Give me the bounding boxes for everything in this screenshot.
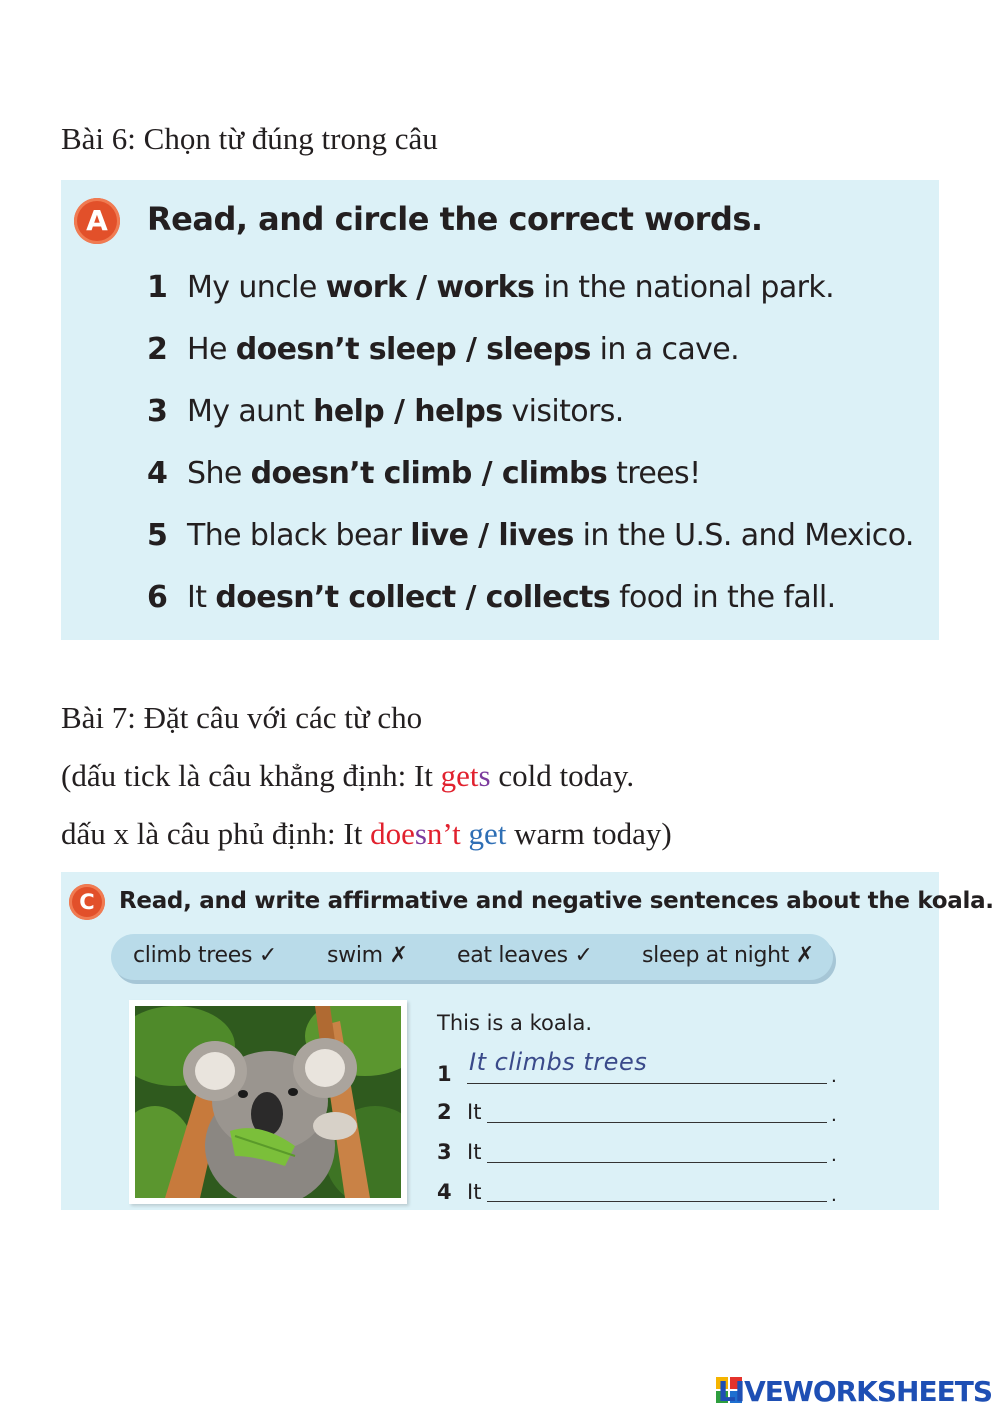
exercise-6-heading: Bài 6: Chọn từ đúng trong câu xyxy=(61,121,438,156)
sentence-2 xyxy=(147,332,739,367)
prompt-swim: swim ✗ xyxy=(327,943,408,968)
prompt-climb-trees: climb trees ✓ xyxy=(133,943,277,968)
line-number: 4 xyxy=(437,1180,452,1204)
line-start: It xyxy=(467,1100,482,1124)
answer-blank-3[interactable] xyxy=(487,1162,827,1163)
note-negation: n’t xyxy=(426,816,461,851)
note-suffix: s xyxy=(478,758,491,793)
line-start: It xyxy=(467,1140,482,1164)
sentence-number: 3 xyxy=(147,394,168,429)
answer-line-4 xyxy=(437,1180,481,1204)
koala-intro: This is a koala. xyxy=(437,1011,593,1035)
sentence-text: in a cave. xyxy=(590,332,740,367)
sentence-1 xyxy=(147,270,834,305)
sentence-text: He xyxy=(187,332,236,367)
sentence-text: My uncle xyxy=(187,270,326,305)
answer-line-1 xyxy=(437,1062,467,1086)
sentence-text: She xyxy=(187,456,251,491)
liveworksheets-brand: LIVEWORKSHEETS xyxy=(717,1375,992,1408)
line-number: 3 xyxy=(437,1140,452,1164)
note-verb: get xyxy=(468,816,507,851)
note-text: dấu x là câu phủ định: It xyxy=(61,816,371,851)
sentence-text: in the U.S. and Mexico. xyxy=(573,518,914,553)
sentence-number: 2 xyxy=(147,332,168,367)
word-choice[interactable]: help / helps xyxy=(313,394,503,429)
exercise-7-note-negative xyxy=(61,816,672,852)
sentence-text: My aunt xyxy=(187,394,314,429)
koala-photo xyxy=(135,1006,401,1198)
sentence-text: It xyxy=(187,580,216,615)
answer-blank-2[interactable] xyxy=(487,1122,827,1123)
note-text: cold today. xyxy=(490,758,635,793)
answer-blank-1[interactable] xyxy=(467,1083,827,1084)
word-choice[interactable]: work / works xyxy=(325,270,535,305)
prompt-bar xyxy=(111,934,833,980)
prompt-eat-leaves: eat leaves ✓ xyxy=(457,943,593,968)
sentence-5 xyxy=(147,518,914,553)
koala-illustration xyxy=(135,1006,401,1198)
line-number: 1 xyxy=(437,1062,452,1086)
word-choice[interactable]: doesn’t collect / collects xyxy=(215,580,611,615)
sentence-text: visitors. xyxy=(502,394,624,429)
answer-blank-4[interactable] xyxy=(487,1201,827,1202)
note-text: warm today) xyxy=(506,816,672,851)
note-aux: doe xyxy=(370,816,415,851)
period: . xyxy=(831,1103,837,1126)
word-choice[interactable]: doesn’t climb / climbs xyxy=(250,456,608,491)
sentence-number: 4 xyxy=(147,456,168,491)
example-answer: It climbs trees xyxy=(469,1048,648,1076)
answer-line-2 xyxy=(437,1100,481,1124)
sentence-text: in the national park. xyxy=(534,270,835,305)
exercise-c-instruction: Read, and write affirmative and negative sentences about the koala. xyxy=(119,888,994,914)
exercise-c-badge: C xyxy=(69,884,105,920)
exercise-7-heading: Bài 7: Đặt câu với các từ cho xyxy=(61,700,423,735)
answer-line-3 xyxy=(437,1140,481,1164)
period: . xyxy=(831,1183,837,1206)
exercise-a-badge: A xyxy=(74,198,120,244)
sentence-3 xyxy=(147,394,624,429)
line-start: It xyxy=(467,1180,482,1204)
prompt-sleep-at-night: sleep at night ✗ xyxy=(642,943,814,968)
word-choice[interactable]: live / lives xyxy=(410,518,574,553)
koala-photo-frame xyxy=(129,1000,407,1204)
sentence-number: 6 xyxy=(147,580,168,615)
liveworksheets-logo xyxy=(692,1377,992,1407)
exercise-7-note-affirmative xyxy=(61,758,634,794)
sentence-text: trees! xyxy=(607,456,701,491)
exercise-a-panel xyxy=(61,180,939,640)
exercise-c-panel xyxy=(61,872,994,1210)
sentence-number: 5 xyxy=(147,518,168,553)
word-choice[interactable]: doesn’t sleep / sleeps xyxy=(235,332,591,367)
sentence-6 xyxy=(147,580,836,615)
period: . xyxy=(831,1064,837,1087)
note-aux-suffix: s xyxy=(414,816,427,851)
period: . xyxy=(831,1143,837,1166)
note-text: (dấu tick là câu khẳng định: It xyxy=(61,758,441,793)
sentence-4 xyxy=(147,456,701,491)
note-verb: get xyxy=(440,758,479,793)
line-number: 2 xyxy=(437,1100,452,1124)
sentence-text: food in the fall. xyxy=(610,580,836,615)
sentence-text: The black bear xyxy=(187,518,411,553)
exercise-a-instruction: Read, and circle the correct words. xyxy=(147,200,763,238)
sentence-number: 1 xyxy=(147,270,168,305)
